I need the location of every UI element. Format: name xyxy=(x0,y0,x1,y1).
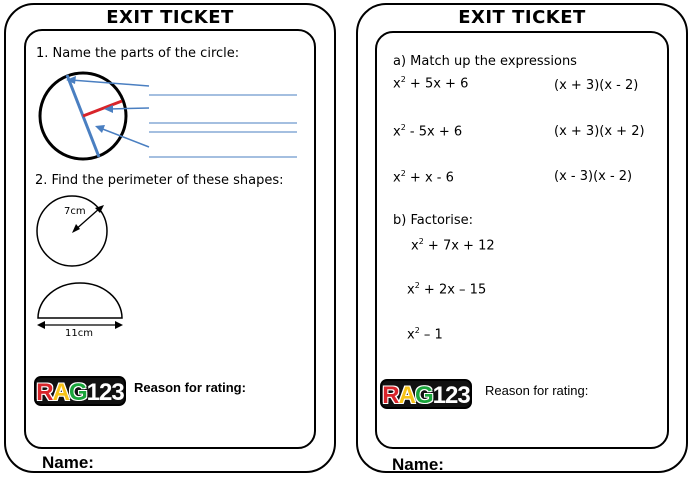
semicircle-dimension-label: 11cm xyxy=(65,328,93,339)
ticket-title: EXIT TICKET xyxy=(458,7,586,28)
exit-ticket-left xyxy=(4,3,336,473)
part-a-heading: a) Match up the expressions xyxy=(393,54,577,69)
expression-left-1: $x^2 + 5x + 6$ xyxy=(393,75,469,92)
exit-ticket-right xyxy=(356,3,688,473)
reason-for-rating-label: Reason for rating: xyxy=(134,380,246,395)
expression-right-2: (x + 3)(x + 2) xyxy=(554,124,645,139)
question-2: 2. Find the perimeter of these shapes: xyxy=(35,173,284,188)
expression-right-3: (x - 3)(x - 2) xyxy=(554,169,633,184)
semicircle-shape xyxy=(38,283,122,318)
expression-left-3: $x^2 + x - 6$ xyxy=(393,169,454,186)
rag123-logo: RAG123 xyxy=(34,376,126,406)
factorise-expression-1: $x^2 + 7x + 12$ xyxy=(411,237,495,254)
pointer-arrow xyxy=(109,108,149,109)
part-b-heading: b) Factorise: xyxy=(393,213,474,228)
rag123-logo: RAG123 xyxy=(380,379,472,409)
factorise-expression-2: $x^2 + 2x - 15$ xyxy=(407,281,487,298)
circle-dimension-label: 7cm xyxy=(64,206,86,217)
expression-right-1: (x + 3)(x - 2) xyxy=(554,78,639,93)
name-label: Name: xyxy=(392,455,444,474)
ticket-title: EXIT TICKET xyxy=(106,7,234,28)
name-label: Name: xyxy=(42,453,94,472)
expression-left-2: $x^2 - 5x + 6$ xyxy=(393,123,463,140)
factorise-expression-3: $x^2 - 1$ xyxy=(407,326,443,343)
question-1: 1. Name the parts of the circle: xyxy=(36,46,240,61)
reason-for-rating-label: Reason for rating: xyxy=(485,383,589,398)
